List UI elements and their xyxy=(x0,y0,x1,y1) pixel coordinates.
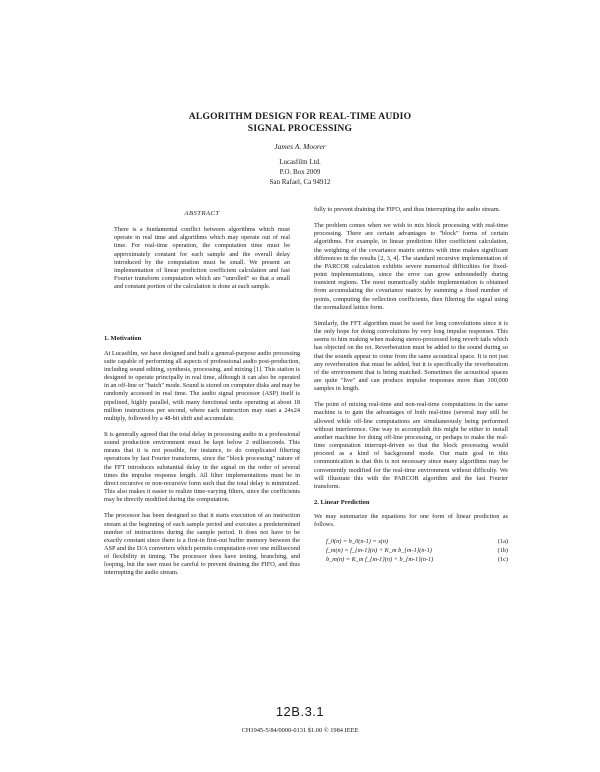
copyright-line: CH1945-5/84/0000-0131 $1.00 © 1984 IEEE xyxy=(241,727,359,734)
paragraph: At Lucasfilm, we have designed and built a general-purpose audio processing suite capable of performing all aspects of professional audio post-production, including sound editing, synthesis, processing, and mixing [1]. This station is designed to operate principally in real time, although it can also be operated in an off-line or "batch" mode. Sound is stored on computer disks and may be randomly accessed in real time. The audio signal processor (ASP) itself is pipelined, highly parallel, with many functional units operating at about 18 million instructions per second, where each instruction may start a 24x24 multiply, followed by a 48-bit shift and accumulate. xyxy=(104,349,300,422)
author-name: James A. Moorer xyxy=(274,142,326,151)
equation-number: (1a) xyxy=(497,538,508,546)
affiliation-line: Lucasfilm Ltd. xyxy=(279,158,321,166)
paragraph: The problem comes when we wish to mix block processing with real-time processing. There are certain advantages to "block" forms of certain algorithms. For example, in linear prediction filter coefficient calculation, the weighting of the covariance matrix entries with time makes significant differences in the results [2, 3, 4]. The standard recursive implementation of the PARCOR calculation exhibits severe numerical difficulties for fixed-point implementations, since the error can grow unboundedly during transient regions. The most numerically stable implementation is obtained from accumulating the covariance matrix by summing a fixed number of points, computing the reflection coefficients, then filtering the signal using the normalized lattice form. xyxy=(314,222,508,311)
equation-body: f_0(n) = b_0(n-1) = s(n) xyxy=(326,538,389,546)
equation-number: (1b) xyxy=(497,547,508,555)
equation-body: b_m(n) = K_m f_{m-1}(n) + b_{m-1}(n-1) xyxy=(326,556,434,564)
equation xyxy=(314,546,508,555)
right-column xyxy=(314,206,508,564)
affiliation-line: San Rafael, Ca 94912 xyxy=(269,178,331,186)
paragraph: It is generally agreed that the total delay in processing audio in a professional sound production environment must be kept below 2 milliseconds. This means that it is not possible, for instance, to do complicated filtering operations by fast Fourier transforms, since the "block processing" nature of the FFT introduces substantial delay in the signal on the order of several times the impulse response length. All filter implementations must be in direct recursive or non-recursive form such that the total delay is minimized. This also makes it easier to realize time-varying filters, since the coefficients may be directly modified during the computation. xyxy=(104,430,300,504)
equation xyxy=(314,537,508,546)
section-heading: 1. Motivation xyxy=(104,335,142,343)
abstract-heading: ABSTRACT xyxy=(184,210,220,217)
page-code: 12B.3.1 xyxy=(275,704,325,719)
paragraph: We may summarize the equations for one form of linear prediction as follows. xyxy=(314,513,508,529)
section-heading: 2. Linear Prediction xyxy=(314,499,370,506)
affiliation-line: P.O. Box 2009 xyxy=(279,168,321,176)
affiliation xyxy=(0,157,600,187)
paper-title xyxy=(0,111,600,135)
paragraph: Similarly, the FFT algorithm must be used for long convolutions since it is the only hope for doing convolutions by very long impulse responses. This seems to him making when making stereo-processed long reverb tails which has objected on the ret. Reverberation must be added to the sound during so that the sounds appear to come from the same acoustical space. It is not just any reverberation that must be added, but it is specifically the reverberation of the environment that is being matched. Sometimes the acoustical spaces are quite "live" and can produce impulse responses more than 100,000 samples in length. xyxy=(314,319,508,393)
equation-body: f_m(n) = f_{m-1}(n) + K_m b_{m-1}(n-1) xyxy=(326,547,432,555)
title-line-1: ALGORITHM DESIGN FOR REAL-TIME AUDIO xyxy=(188,111,412,122)
title-line-2: SIGNAL PROCESSING xyxy=(247,123,353,134)
left-column xyxy=(104,206,300,586)
abstract-text: There is a fundamental conflict between algorithms which must operate in real time and algorithms which may operate out of real time. For real-time operation, the computation time must be approximately constant for each sample and the overall delay introduced by the computation must be small. We present an implementation of linear prediction coefficient calculation and fast Fourier transform computation which are "unrolled" so that a small and constant portion of the calculation is done at each sample. xyxy=(114,226,290,291)
paragraph: The processor has been designed so that it starts execution of an instruction stream at the beginning of each sample period and executes a predetermined number of instructions during the sample period. It does not have to be exactly constant since there is a first-in first-out buffer memory between the ASP and the D/A converters which permits computation over one millisecond of flexibility in timing. The processor does have testing, branching, and looping, but the user must be careful to prevent draining the FIFO, and thus interrupting the audio stream. xyxy=(104,512,300,577)
equation xyxy=(314,555,508,564)
paragraph: fully to prevent draining the FIFO, and thus interrupting the audio stream. xyxy=(314,206,501,213)
equation-number: (1c) xyxy=(497,556,508,564)
paragraph: The point of mixing real-time and non-real-time computations in the same machine is to gain the advantages of both real-time (several may still be allowed while off-line computations are simultaneously being performed without interference. One way to accomplish this might be either to install another machine for doing off-line processing, or perhaps to make the real-time computation interrupt-driven so that the block processing would proceed as a kind of background mode. Our main goal in this communication is that this is not necessary since many algorithms may be conveniently modified for the real-time environment without difficulty. We will illustrate this with the PARCOR algorithm and the fast Fourier transform. xyxy=(314,401,508,490)
